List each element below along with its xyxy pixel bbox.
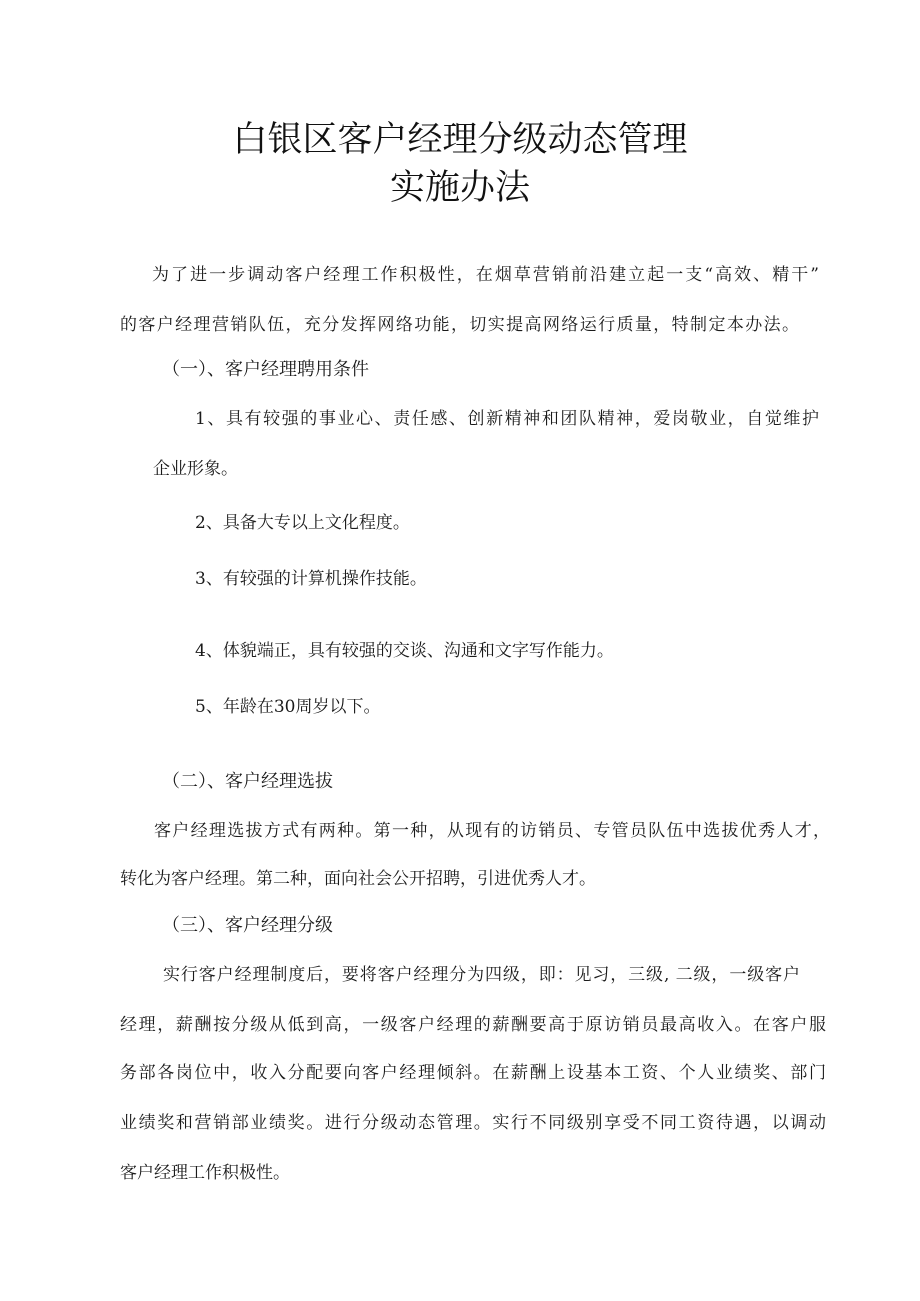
section-heading-2: （二）、客户经理选拔 — [162, 771, 333, 792]
section-heading-3: （三）、客户经理分级 — [162, 915, 333, 936]
selection-line-1: 客户经理选拔方式有两种。第一种，从现有的访销员、专管员队伍中选拔优秀人才， — [154, 821, 830, 841]
condition-item-4: 4、体貌端正，具有较强的交谈、沟通和文字写作能力。 — [195, 641, 614, 661]
condition-item-2: 2、具备大专以上文化程度。 — [195, 513, 410, 533]
grading-line-4: 业绩奖和营销部业绩奖。进行分级动态管理。实行不同级别享受不同工资待遇，以调动 — [120, 1113, 826, 1133]
section-heading-1: （一）、客户经理聘用条件 — [162, 359, 369, 380]
condition-item-1-line-1: 1、具有较强的事业心、责任感、创新精神和团队精神，爱岗敬业，自觉维护 — [195, 409, 819, 429]
condition-item-1-line-2: 企业形象。 — [153, 459, 238, 479]
intro-line-1: 为了进一步调动客户经理工作积极性，在烟草营销前沿建立起一支“高效、精干” — [152, 265, 819, 285]
condition-item-3: 3、有较强的计算机操作技能。 — [195, 569, 427, 589]
grading-line-5: 客户经理工作积极性。 — [120, 1163, 290, 1183]
grading-line-3: 务部各岗位中，收入分配要向客户经理倾斜。在薪酬上设基本工资、个人业绩奖、部门 — [120, 1063, 826, 1083]
selection-line-2: 转化为客户经理。第二种，面向社会公开招聘，引进优秀人才。 — [120, 869, 596, 889]
grading-line-1: 实行客户经理制度后，要将客户经理分为四级，即：见习，三级, 二级，一级客户 — [163, 965, 800, 985]
document-subtitle: 实施办法 — [389, 168, 530, 208]
document-title: 白银区客户经理分级动态管理 — [232, 120, 688, 160]
condition-item-5: 5、年龄在30周岁以下。 — [195, 697, 381, 717]
intro-line-2: 的客户经理营销队伍，充分发挥网络功能，切实提高网络运行质量，特制定本办法。 — [120, 315, 799, 335]
grading-line-2: 经理，薪酬按分级从低到高，一级客户经理的薪酬要高于原访销员最高收入。在客户服 — [120, 1015, 826, 1035]
